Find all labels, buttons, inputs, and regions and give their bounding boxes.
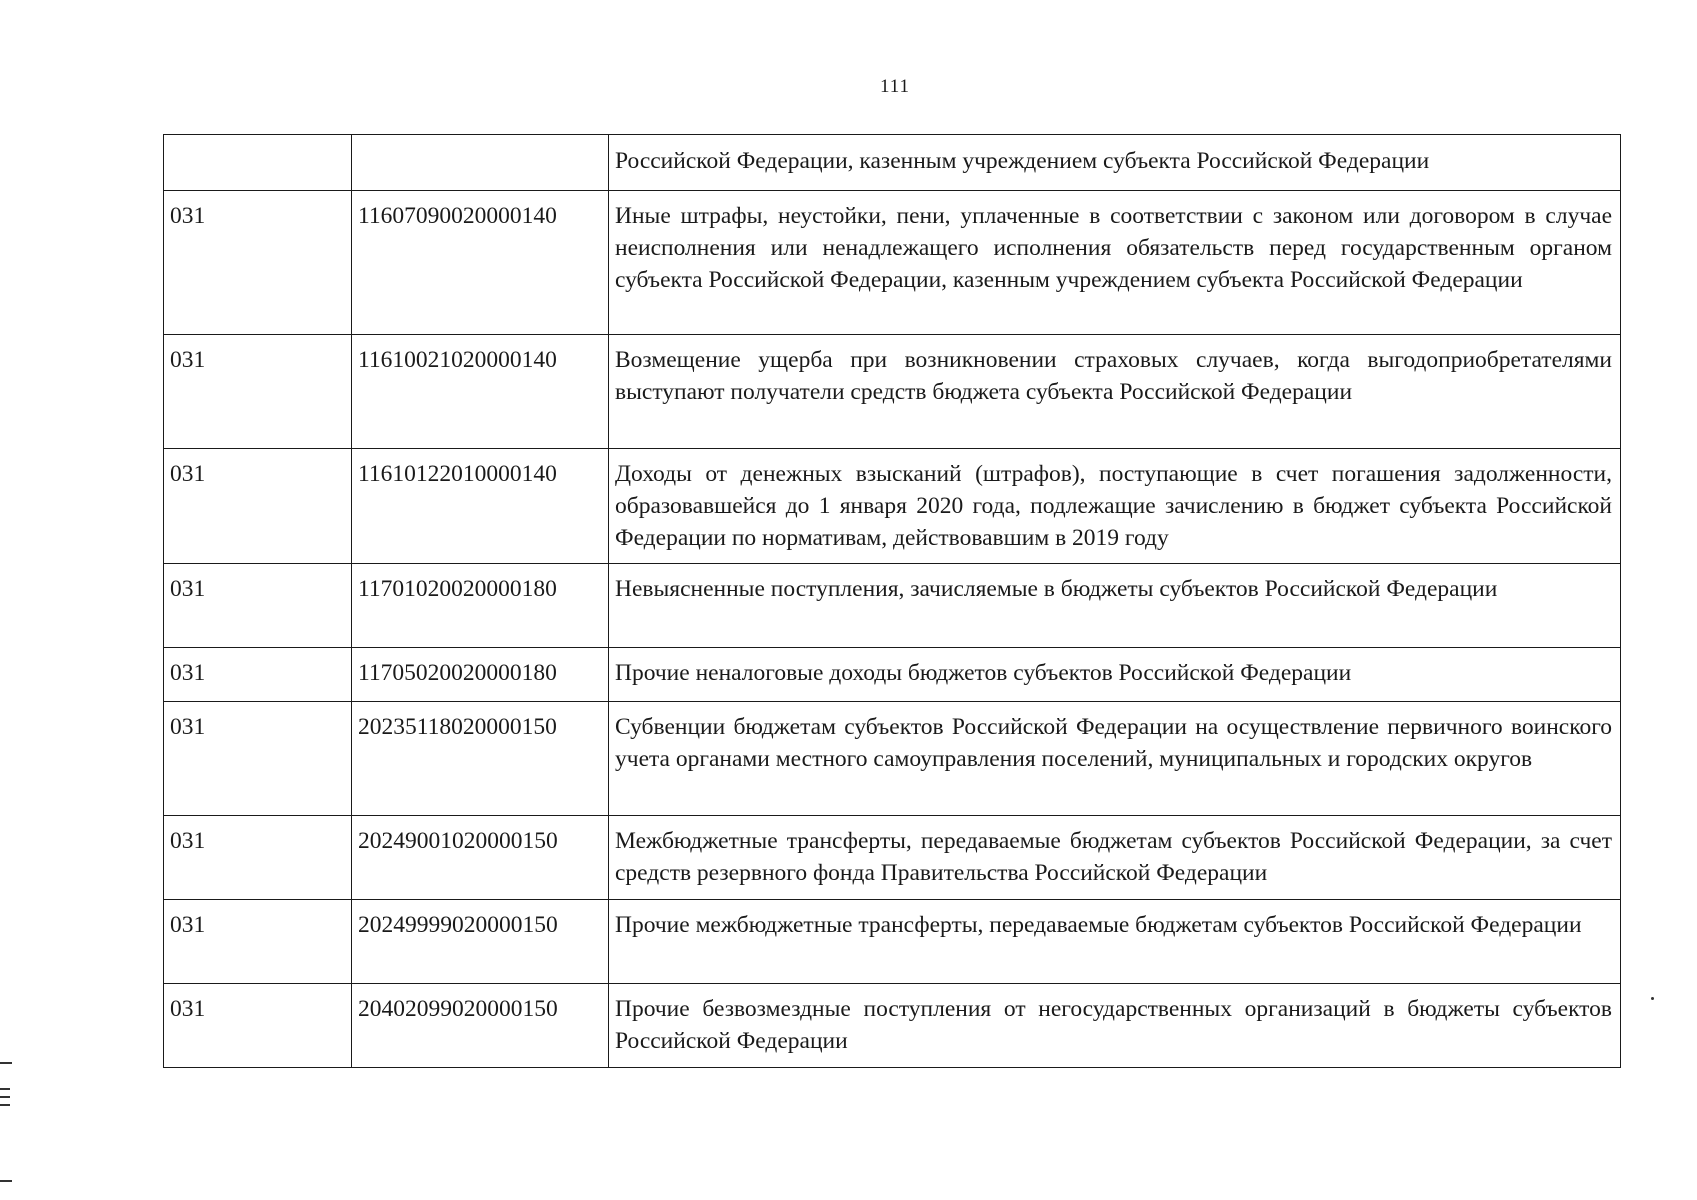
table-row: [164, 564, 1621, 648]
margin-mark: [0, 1180, 12, 1182]
scan-dot: [1651, 997, 1654, 1000]
revenue-description-cell: Прочие межбюджетные трансферты, передаваемые бюджетам субъектов Российской Федерации: [609, 900, 1621, 984]
table-row: [164, 191, 1621, 335]
admin-code-cell: 031: [164, 816, 352, 900]
table-row: [164, 702, 1621, 816]
revenue-codes-table: [163, 134, 1621, 1068]
revenue-description-cell: Российской Федерации, казенным учреждением субъекта Российской Федерации: [609, 135, 1621, 191]
table-row: [164, 135, 1621, 191]
admin-code-cell: 031: [164, 335, 352, 449]
revenue-code-cell: 20235118020000150: [352, 702, 609, 816]
revenue-description-cell: Возмещение ущерба при возникновении страховых случаев, когда выгодоприобретателями выступают получатели средств бюджета субъекта Российской Федерации: [609, 335, 1621, 449]
admin-code-cell: 031: [164, 984, 352, 1068]
revenue-code-cell: 20249999020000150: [352, 900, 609, 984]
page-number: 111: [879, 76, 911, 97]
revenue-description-cell: Иные штрафы, неустойки, пени, уплаченные в соответствии с законом или договором в случае неисполнения или ненадлежащего исполнения обязательств перед государственным органом субъекта Российской Федерации, казенным учреждением субъекта Российской Федерации: [609, 191, 1621, 335]
margin-mark: [0, 1096, 10, 1098]
admin-code-cell: 031: [164, 449, 352, 564]
table-row: [164, 449, 1621, 564]
revenue-description-cell: Доходы от денежных взысканий (штрафов), поступающие в счет погашения задолженности, образовавшейся до 1 января 2020 года, подлежащие зачислению в бюджет субъекта Российской Федерации по нормативам, действовавшим в 2019 году: [609, 449, 1621, 564]
revenue-code-cell: 11607090020000140: [352, 191, 609, 335]
admin-code-cell: 031: [164, 191, 352, 335]
revenue-description-cell: Прочие безвозмездные поступления от негосударственных организаций в бюджеты субъектов Российской Федерации: [609, 984, 1621, 1068]
revenue-code-cell: 11610021020000140: [352, 335, 609, 449]
admin-code-cell: 031: [164, 564, 352, 648]
revenue-description-cell: Межбюджетные трансферты, передаваемые бюджетам субъектов Российской Федерации, за счет средств резервного фонда Правительства Российской Федерации: [609, 816, 1621, 900]
table-row: [164, 816, 1621, 900]
revenue-description-cell: Субвенции бюджетам субъектов Российской Федерации на осуществление первичного воинского учета органами местного самоуправления поселений, муниципальных и городских округов: [609, 702, 1621, 816]
admin-code-cell: [164, 135, 352, 191]
table-row: [164, 900, 1621, 984]
table-row: [164, 984, 1621, 1068]
table-row: [164, 648, 1621, 702]
revenue-code-cell: 11610122010000140: [352, 449, 609, 564]
admin-code-cell: 031: [164, 900, 352, 984]
margin-mark: [0, 1104, 10, 1106]
revenue-code-cell: 20402099020000150: [352, 984, 609, 1068]
revenue-description-cell: Невыясненные поступления, зачисляемые в бюджеты субъектов Российской Федерации: [609, 564, 1621, 648]
revenue-code-cell: 11701020020000180: [352, 564, 609, 648]
revenue-code-cell: [352, 135, 609, 191]
revenue-code-cell: 11705020020000180: [352, 648, 609, 702]
admin-code-cell: 031: [164, 648, 352, 702]
margin-mark: [0, 1088, 10, 1090]
margin-mark: [0, 1062, 12, 1064]
admin-code-cell: 031: [164, 702, 352, 816]
table-row: [164, 335, 1621, 449]
revenue-description-cell: Прочие неналоговые доходы бюджетов субъектов Российской Федерации: [609, 648, 1621, 702]
revenue-code-cell: 20249001020000150: [352, 816, 609, 900]
